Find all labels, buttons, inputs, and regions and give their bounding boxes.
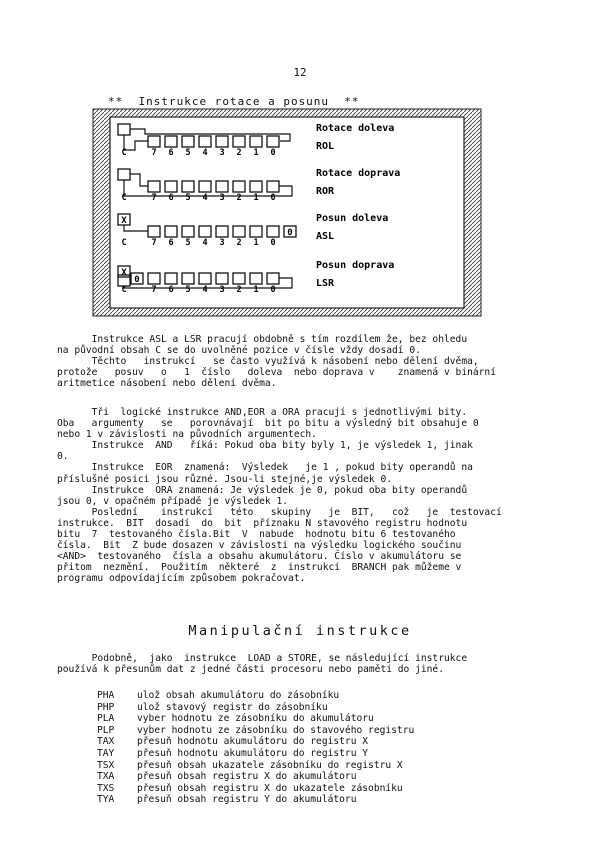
bit-label: 2 [236,193,242,203]
bit-label: 3 [219,238,225,248]
instruction-description: přesuň obsah ukazatele zásobníku do registru X [137,759,403,771]
instruction-row [97,783,403,794]
instruction-code: TYA [97,794,115,806]
instruction-description: vyber hodnotu ze zásobníku do stavového registru [137,724,415,736]
bit-label: 0 [270,193,276,203]
operation-mnemonic: ROL [316,141,335,152]
bit-label: 1 [253,285,259,295]
text-line: čísla. Bit Z bude dosazen v závislosti na výsledku logického součinu [57,540,462,552]
page-number: 12 [293,66,307,79]
instruction-row [97,794,357,805]
operation-mnemonic: ASL [316,231,335,242]
bit-label: C [121,238,127,248]
text-line: nebo 1 v závislosti na původních argumentech. [57,429,317,441]
bit-label: C [121,193,127,203]
bit-label: 1 [253,148,259,158]
instruction-row [97,702,328,713]
bit-label: 1 [253,238,259,248]
bit-label: 4 [202,193,208,203]
bit-label: 7 [151,148,157,158]
text-line: Instrukce ORA znamená: Je výsledek je 0, pokud oba bity operandů [57,484,468,496]
text-line: Instrukce AND říká: Pokud oba bity byly 1, je výsledek 1, jinak [57,440,473,452]
instruction-row [97,771,357,782]
bit-label: 4 [202,285,208,295]
text-line: bitu 7 testovaného čísla.Bit V nabude hodnotu bitu 6 testovaného [57,529,456,541]
bit-label: 6 [168,238,174,248]
paragraph [57,407,541,585]
instruction-code: PLP [97,724,115,736]
bit-label: 7 [151,285,157,295]
bit-label: 3 [219,193,225,203]
text-line: aritmetice násobení nebo dělení dvěma. [57,378,277,390]
text-line: Poslední instrukcí této skupiny je BIT, což je testovací [57,506,502,518]
instruction-description: přesuň obsah registru Y do akumulátoru [137,794,357,806]
instruction-description: vyber hodnotu ze zásobníku do akumulátoru [137,713,374,725]
instruction-code: TXA [97,771,115,783]
operation-name: Posun doprava [316,260,395,271]
instruction-description: přesuň obsah registru X do ukazatele zásobníku [137,782,403,794]
text-line: Instrukce ASL a LSR pracují obdobně s tím rozdílem že, bez ohledu [57,334,468,345]
text-line: příslušné posici jsou různé. Jsou-li stejné,je výsledek 0. [57,473,393,485]
text-line: používá k přesunům dat z jedné části procesoru nebo paměti do jiné. [57,664,444,676]
text-line: jsou 0, v opačném případě je výsledek 1. [57,495,289,507]
instruction-row [97,690,339,701]
bit-label: 6 [168,148,174,158]
instruction-row [97,736,368,747]
operation-mnemonic: LSR [316,278,335,289]
instruction-code: TAY [97,748,115,759]
text-line: na původní obsah C se do uvolněné pozice v čísle vždy dosadí 0. [57,345,421,357]
instruction-row [97,713,374,724]
bit-label: 7 [151,238,157,248]
text-line: přitom nezmění. Použitím některé z instrukcí BRANCH pak můžeme v [57,562,462,574]
text-line: instrukce. BIT dosadí do bit příznaku N stavového registru hodnotu [57,517,468,529]
instruction-description: ulož stavový registr do zásobníku [137,701,328,713]
instruction-code: PHA [97,690,115,701]
bit-label: 2 [236,285,242,295]
zero-marker: 0 [287,228,293,238]
instruction-row [97,760,403,771]
text-line: Oba argumenty se porovnávají bit po bitu a výsledný bit obsahuje 0 [57,418,479,430]
bit-label: 1 [253,193,259,203]
text-line: Těchto instrukcí se často využívá k násobení nebo dělení dvěma, [57,356,479,368]
operation-name: Rotace doleva [316,123,395,134]
text-line: Tři logické instrukce AND,EOR a ORA pracují s jednotlivými bity. [57,407,468,418]
paragraph [57,653,541,675]
instruction-code: TAX [97,736,115,748]
instruction-code: TXS [97,782,115,794]
bit-label: 3 [219,148,225,158]
instruction-description: přesuň obsah registru X do akumulátoru [137,771,357,783]
bit-label: 0 [270,285,276,295]
x-marker: X [121,216,127,226]
bit-label: 7 [151,193,157,203]
bit-label: 0 [270,238,276,248]
instruction-code: PLA [97,713,115,725]
text-line: <AND> testovaného čísla a obsahu akumulátoru. Číslo v akumulátoru se [57,551,462,563]
rotation-shift-diagram [0,0,600,330]
x-marker: X [121,268,127,278]
operation-name: Posun doleva [316,213,389,224]
instruction-code: TSX [97,759,115,771]
bit-label: 5 [185,148,191,158]
text-line: Instrukce EOR znamená: Výsledek je 1 , pokud bity operandů na [57,462,473,474]
zero-marker: 0 [134,275,140,285]
section-title: Manipulační instrukce [188,623,412,639]
instruction-description: přesuň hodnotu akumulátoru do registru Y [137,748,369,759]
bit-label: 0 [270,148,276,158]
bit-label: 5 [185,238,191,248]
instruction-description: přesuň hodnotu akumulátoru do registru X [137,736,369,748]
text-line: programu odpovídajícím způsobem pokračovat. [57,573,306,585]
bit-label: 2 [236,148,242,158]
diagram-inner-panel [110,117,464,308]
instruction-row [97,748,368,759]
text-line: protože posuv o 1 číslo doleva nebo doprava v znamená v binární [57,367,496,379]
bit-label: 5 [185,193,191,203]
bit-label: C [121,285,127,295]
operation-name: Rotace doprava [316,168,401,179]
instruction-description: ulož obsah akumulátoru do zásobníku [137,690,340,701]
instruction-row [97,725,414,736]
bit-label: 5 [185,285,191,295]
text-line: 0. [57,451,69,463]
bit-label: 6 [168,285,174,295]
bit-label: 6 [168,193,174,203]
bit-label: 3 [219,285,225,295]
text-line: Podobně, jako instrukce LOAD a STORE, se následující instrukce [57,653,468,664]
figure-title: ** Instrukce rotace a posunu ** [108,95,360,108]
bit-label: 4 [202,238,208,248]
instruction-code: PHP [97,701,115,713]
bit-label: 4 [202,148,208,158]
bit-label: 2 [236,238,242,248]
operation-mnemonic: ROR [316,186,335,197]
bit-label: C [121,148,127,158]
paragraph [57,334,541,389]
